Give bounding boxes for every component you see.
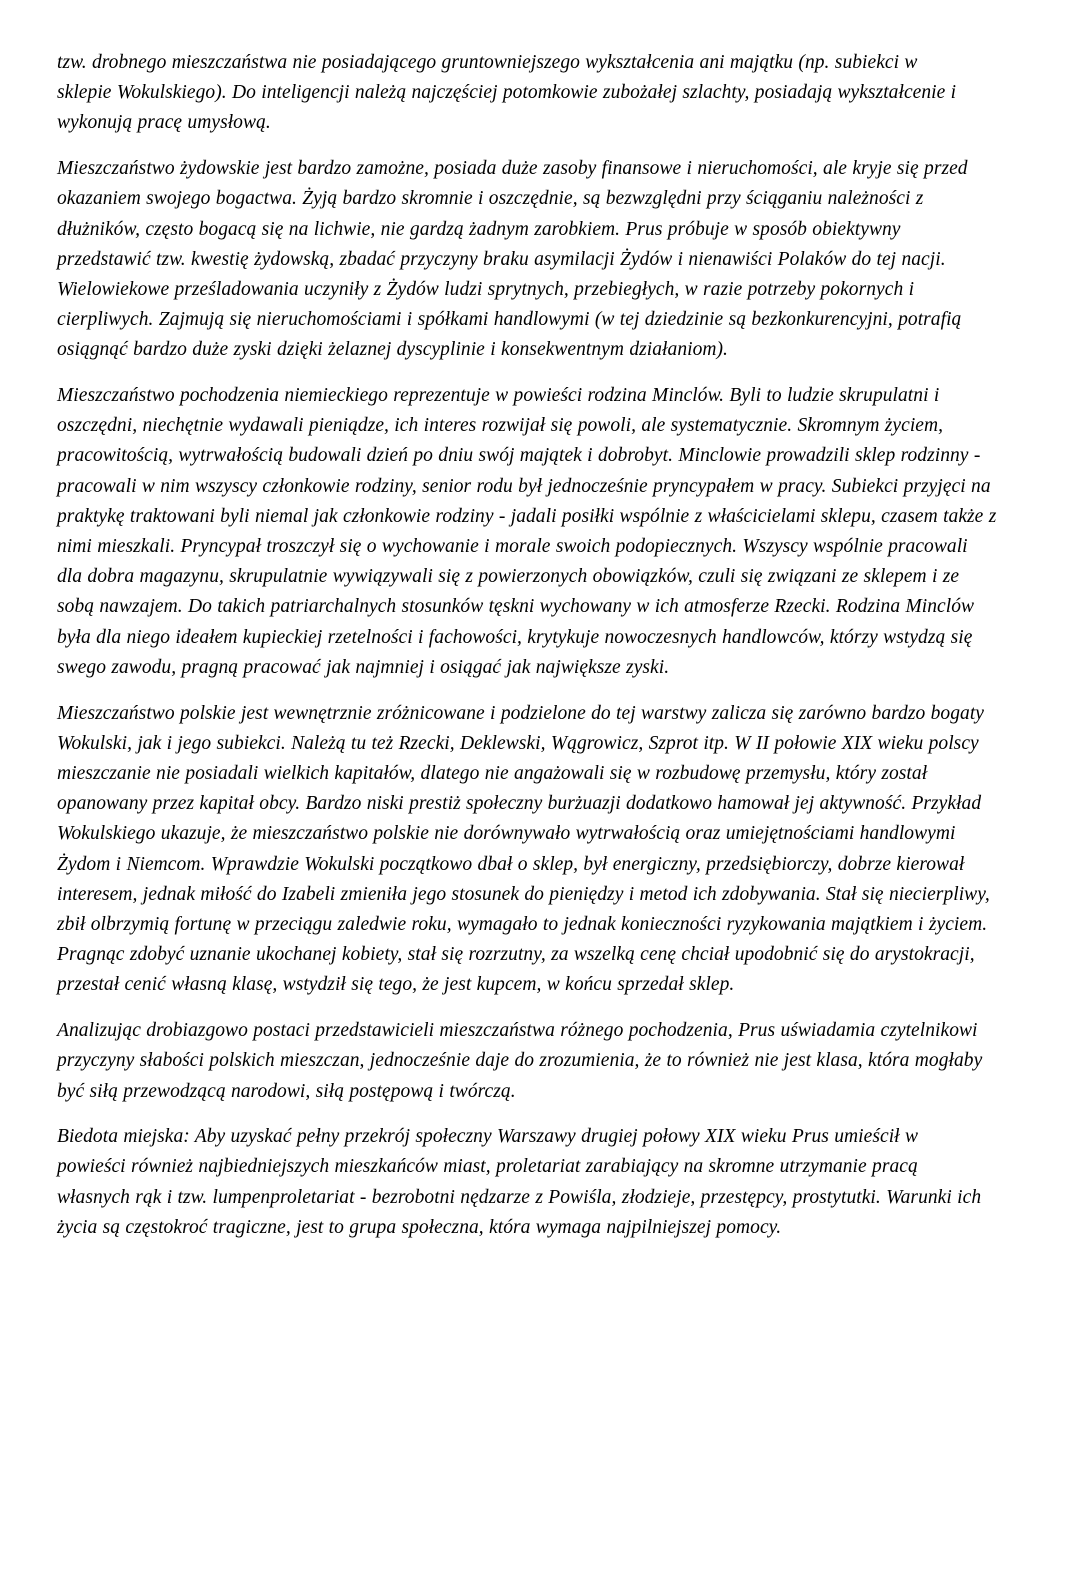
paragraph: Mieszczaństwo polskie jest wewnętrznie zróżnicowane i podzielone do tej warstwy zalicza się zarówno bardzo bogaty Wokulski, jak i jego subiekci. Należą tu też Rzecki, Deklewski, Wągrowicz, Szprot itp. W II połowie XIX wieku polscy mieszczanie nie posiadali wielkich kapitałów, dlatego nie angażowali się w rozbudowę przemysłu, który został opanowany przez kapitał obcy. Bardzo niski prestiż społeczny burżuazji dodatkowo hamował jej aktywność. Przykład Wokulskiego ukazuje, że mieszczaństwo polskie nie dorównywało wytrwałością oraz umiejętnościami handlowymi Żydom i Niemcom. Wprawdzie Wokulski początkowo dbał o sklep, był energiczny, przedsiębiorczy, dobrze kierował interesem, jednak miłość do Izabeli zmieniła jego stosunek do pieniędzy i metod ich zdobywania. Stał się niecierpliwy, zbił olbrzymią fortunę w przeciągu zaledwie roku, wymagało to jednak konieczności ryzykowania majątkiem i życiem. Pragnąc zdobyć uznanie ukochanej kobiety, stał się rozrzutny, za wszelką cenę chciał upodobnić się do arystokracji, przestał cenić własną klasę, wstydził się tego, że jest kupcem, w końcu sprzedał sklep. (57, 702, 990, 996)
paragraph: Mieszczaństwo pochodzenia niemieckiego reprezentuje w powieści rodzina Minclów. Byli to ludzie skrupulatni i oszczędni, niechętnie wydawali pieniądze, ich interes rozwijał się powoli, ale systematycznie. Skromnym życiem, pracowitością, wytrwałością budowali dzień po dniu swój majątek i dobrobyt. Minclowie prowadzili sklep rodzinny - pracowali w nim wszyscy członkowie rodziny, senior rodu był jednocześnie pryncypałem w pracy. Subiekci przyjęci na praktykę traktowani byli niemal jak członkowie rodziny - jadali posiłki wspólnie z właścicielami sklepu, czasem także z nimi mieszkali. Pryncypał troszczył się o wychowanie i morale swoich podopiecznych. Wszyscy wspólnie pracowali dla dobra magazynu, skrupulatnie wywiązywali się z powierzonych obowiązków, czuli się związani ze sklepem i ze sobą nawzajem. Do takich patriarchalnych stosunków tęskni wychowany w ich atmosferze Rzecki. Rodzina Minclów była dla niego ideałem kupieckiej rzetelności i fachowości, krytykuje nowoczesnych handlowców, którzy wstydzą się swego zawodu, pragną pracować jak najmniej i osiągać jak największe zyski. (57, 385, 997, 678)
document-text-body (57, 48, 997, 1243)
paragraph: Analizując drobiazgowo postaci przedstawicieli mieszczaństwa różnego pochodzenia, Prus uświadamia czytelnikowi przyczyny słabości polskich mieszczan, jednocześnie daje do zrozumienia, że to również nie jest klasa, która mogłaby być siłą przewodzącą narodowi, siłą postępową i twórczą. (57, 1020, 983, 1102)
paragraph: Mieszczaństwo żydowskie jest bardzo zamożne, posiada duże zasoby finansowe i nieruchomości, ale kryje się przed okazaniem swojego bogactwa. Żyją bardzo skromnie i oszczędnie, są bezwzględni przy ściąganiu należności z dłużników, często bogacą się na lichwie, nie gardzą żadnym zarobkiem. Prus próbuje w sposób obiektywny przedstawić tzw. kwestię żydowską, zbadać przyczyny braku asymilacji Żydów i nienawiści Polaków do tej nacji. Wielowiekowe prześladowania uczyniły z Żydów ludzi sprytnych, przebiegłych, w razie potrzeby pokornych i cierpliwych. Zajmują się nieruchomościami i spółkami handlowymi (w tej dziedzinie są bezkonkurencyjni, potrafią osiągnąć bardzo duże zyski dzięki żelaznej dyscyplinie i konsekwentnym działaniom). (57, 158, 968, 361)
paragraph: Biedota miejska: Aby uzyskać pełny przekrój społeczny Warszawy drugiej połowy XIX wieku Prus umieścił w powieści również najbiedniejszych mieszkańców miast, proletariat zarabiający na skromne utrzymanie pracą własnych rąk i tzw. lumpenproletariat - bezrobotni nędzarze z Powiśla, złodzieje, przestępcy, prostytutki. Warunki ich życia są częstokroć tragiczne, jest to grupa społeczna, która wymaga najpilniejszej pomocy. (57, 1126, 982, 1238)
paragraph: tzw. drobnego mieszczaństwa nie posiadającego gruntowniejszego wykształcenia ani majątku (np. subiekci w sklepie Wokulskiego). Do inteligencji należą najczęściej potomkowie zubożałej szlachty, posiadają wykształcenie i wykonują pracę umysłową. (57, 52, 957, 134)
